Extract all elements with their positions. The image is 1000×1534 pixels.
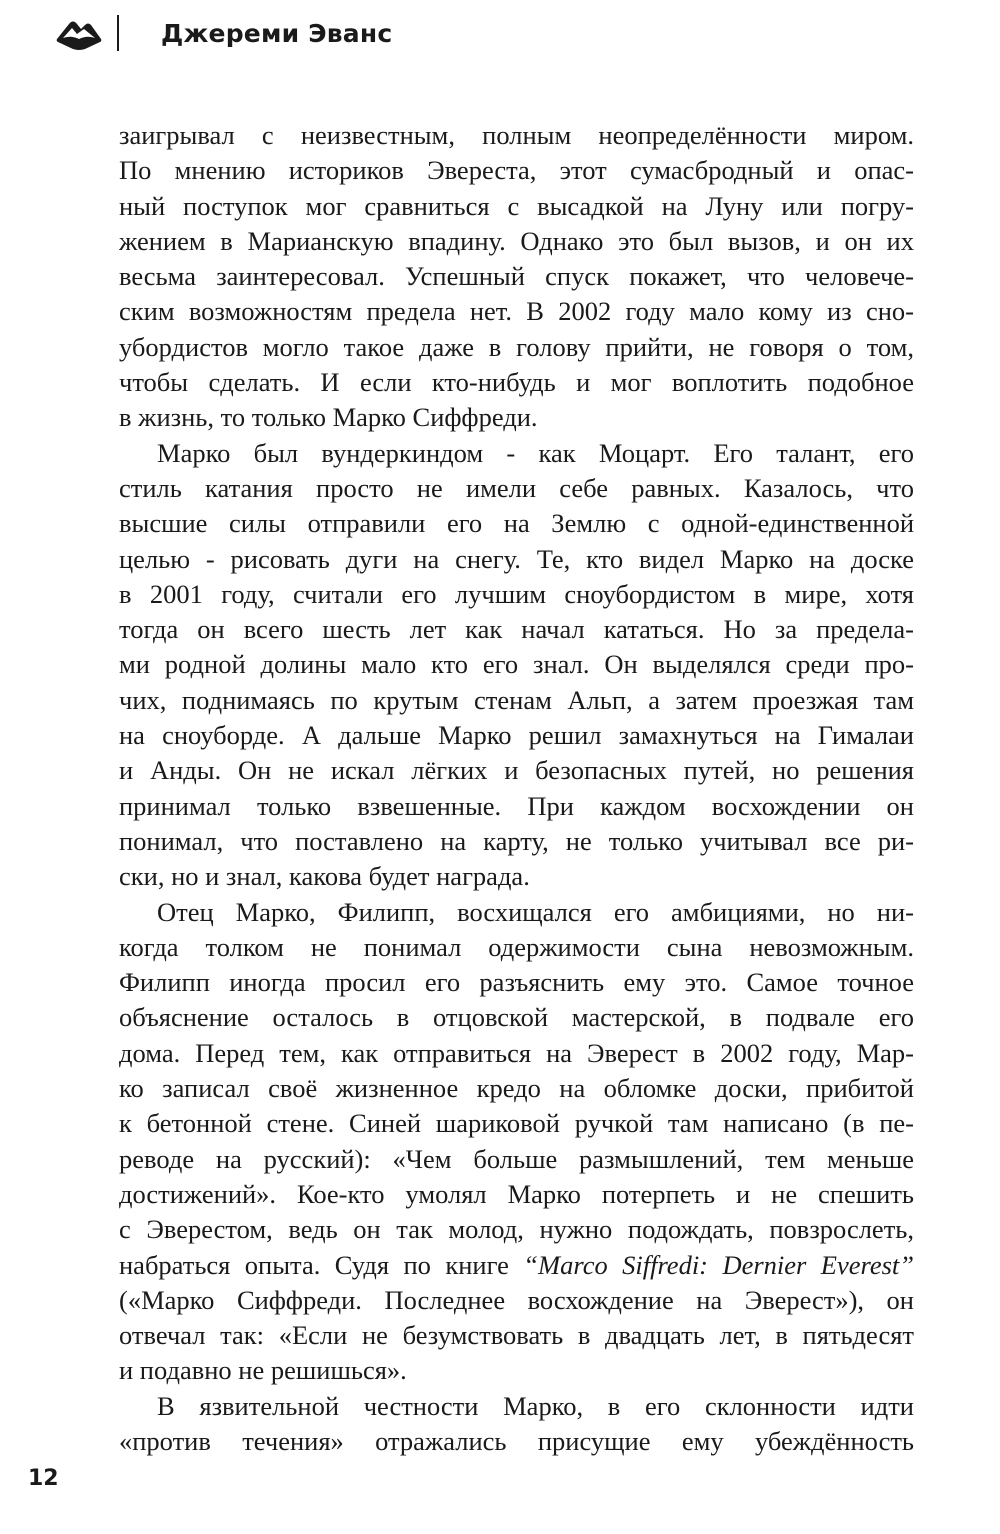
- text-line: Отец Марко, Филипп, восхищался его амбициями, но ни-: [157, 896, 914, 927]
- text-line: на сноуборде. А дальше Марко решил замахнуться на Гималаи: [119, 720, 914, 751]
- paragraph-2: [119, 436, 914, 895]
- page-body: [119, 118, 914, 1459]
- text-line: тогда он всего шесть лет как начал кататься. Но за предела-: [119, 614, 914, 645]
- text-line: ским возможностям предела нет. В 2002 году мало кому из сно-: [119, 296, 914, 327]
- text-line: целью - рисовать дуги на снегу. Те, кто видел Марко на доске: [119, 543, 914, 574]
- text-line: дома. Перед тем, как отправиться на Эверест в 2002 году, Мар-: [119, 1037, 914, 1068]
- text-line-book-title: [119, 1248, 914, 1283]
- text-line: в жизнь, то только Марко Сиффреди.: [119, 402, 538, 433]
- text-line: ми родной долины мало кто его знал. Он выделялся среди про-: [119, 649, 914, 680]
- mountain-logo-icon: [55, 15, 103, 51]
- text-line: с Эверестом, ведь он так молод, нужно подождать, повзрослеть,: [119, 1214, 914, 1245]
- text-line: чтобы сделать. И если кто-нибудь и мог воплотить подобное: [119, 367, 914, 398]
- text-line: «против течения» отражались присущие ему убеждённость: [119, 1425, 914, 1456]
- running-header: [55, 12, 392, 54]
- text-line: («Марко Сиффреди. Последнее восхождение на Эверест»), он: [119, 1284, 914, 1315]
- text-line: высшие силы отправили его на Землю с одной-единственной: [119, 508, 914, 539]
- text-line: По мнению историков Эвереста, этот сумасбродный и опас-: [119, 155, 914, 186]
- author-name: Джереми Эванс: [161, 18, 393, 48]
- paragraph-3: [119, 895, 914, 1389]
- text-line: в 2001 году, считали его лучшим сноубордистом в мире, хотя: [119, 578, 914, 609]
- book-title: “Marco Siffredi: Dernier Everest”: [523, 1249, 914, 1280]
- text-line: жением в Марианскую впадину. Однако это был вызов, и он их: [119, 225, 914, 256]
- paragraph-4: [119, 1389, 914, 1460]
- page-number: 12: [28, 1466, 59, 1491]
- text-line: Марко был вундеркиндом - как Моцарт. Его талант, его: [157, 437, 914, 468]
- text-line: принимал только взвешенные. При каждом восхождении он: [119, 790, 914, 821]
- text-line: объяснение осталось в отцовской мастерской, в подвале его: [119, 1002, 914, 1033]
- text-line: понимал, что поставлено на карту, не только учитывал все ри-: [119, 825, 914, 856]
- text-line: ски, но и знал, какова будет награда.: [119, 861, 530, 892]
- text-line: ный поступок мог сравниться с высадкой на Луну или погру-: [119, 190, 914, 221]
- text-line: достижений». Кое-кто умолял Марко потерпеть и не спешить: [119, 1178, 914, 1209]
- text-line: Филипп иногда просил его разъяснить ему это. Самое точное: [119, 967, 914, 998]
- text-line: ко записал своё жизненное кредо на обломке доски, прибитой: [119, 1073, 914, 1104]
- text-line: стиль катания просто не имели себе равных. Казалось, что: [119, 472, 914, 503]
- text-line: к бетонной стене. Синей шариковой ручкой там написано (в пе-: [119, 1108, 914, 1139]
- text-line: и подавно не решишься».: [119, 1355, 407, 1386]
- text-line: когда толком не понимал одержимости сына невозможным.: [119, 931, 914, 962]
- text-segment: набраться опыта. Судя по книге: [119, 1249, 524, 1280]
- header-divider: [117, 15, 119, 51]
- text-line: В язвительной честности Марко, в его склонности идти: [157, 1390, 914, 1421]
- text-line: отвечал так: «Если не безумствовать в двадцать лет, в пятьдесят: [119, 1320, 914, 1351]
- paragraph-1: [119, 118, 914, 436]
- text-line: убордистов могло такое даже в голову прийти, не говоря о том,: [119, 331, 914, 362]
- text-line: и Анды. Он не искал лёгких и безопасных путей, но решения: [119, 755, 914, 786]
- text-line: заигрывал с неизвестным, полным неопределённости миром.: [119, 120, 914, 150]
- text-line: чих, поднимаясь по крутым стенам Альп, а затем проезжая там: [119, 684, 914, 715]
- text-line: весьма заинтересовал. Успешный спуск покажет, что человече-: [119, 261, 914, 292]
- text-line: реводе на русский): «Чем больше размышлений, тем меньше: [119, 1143, 914, 1174]
